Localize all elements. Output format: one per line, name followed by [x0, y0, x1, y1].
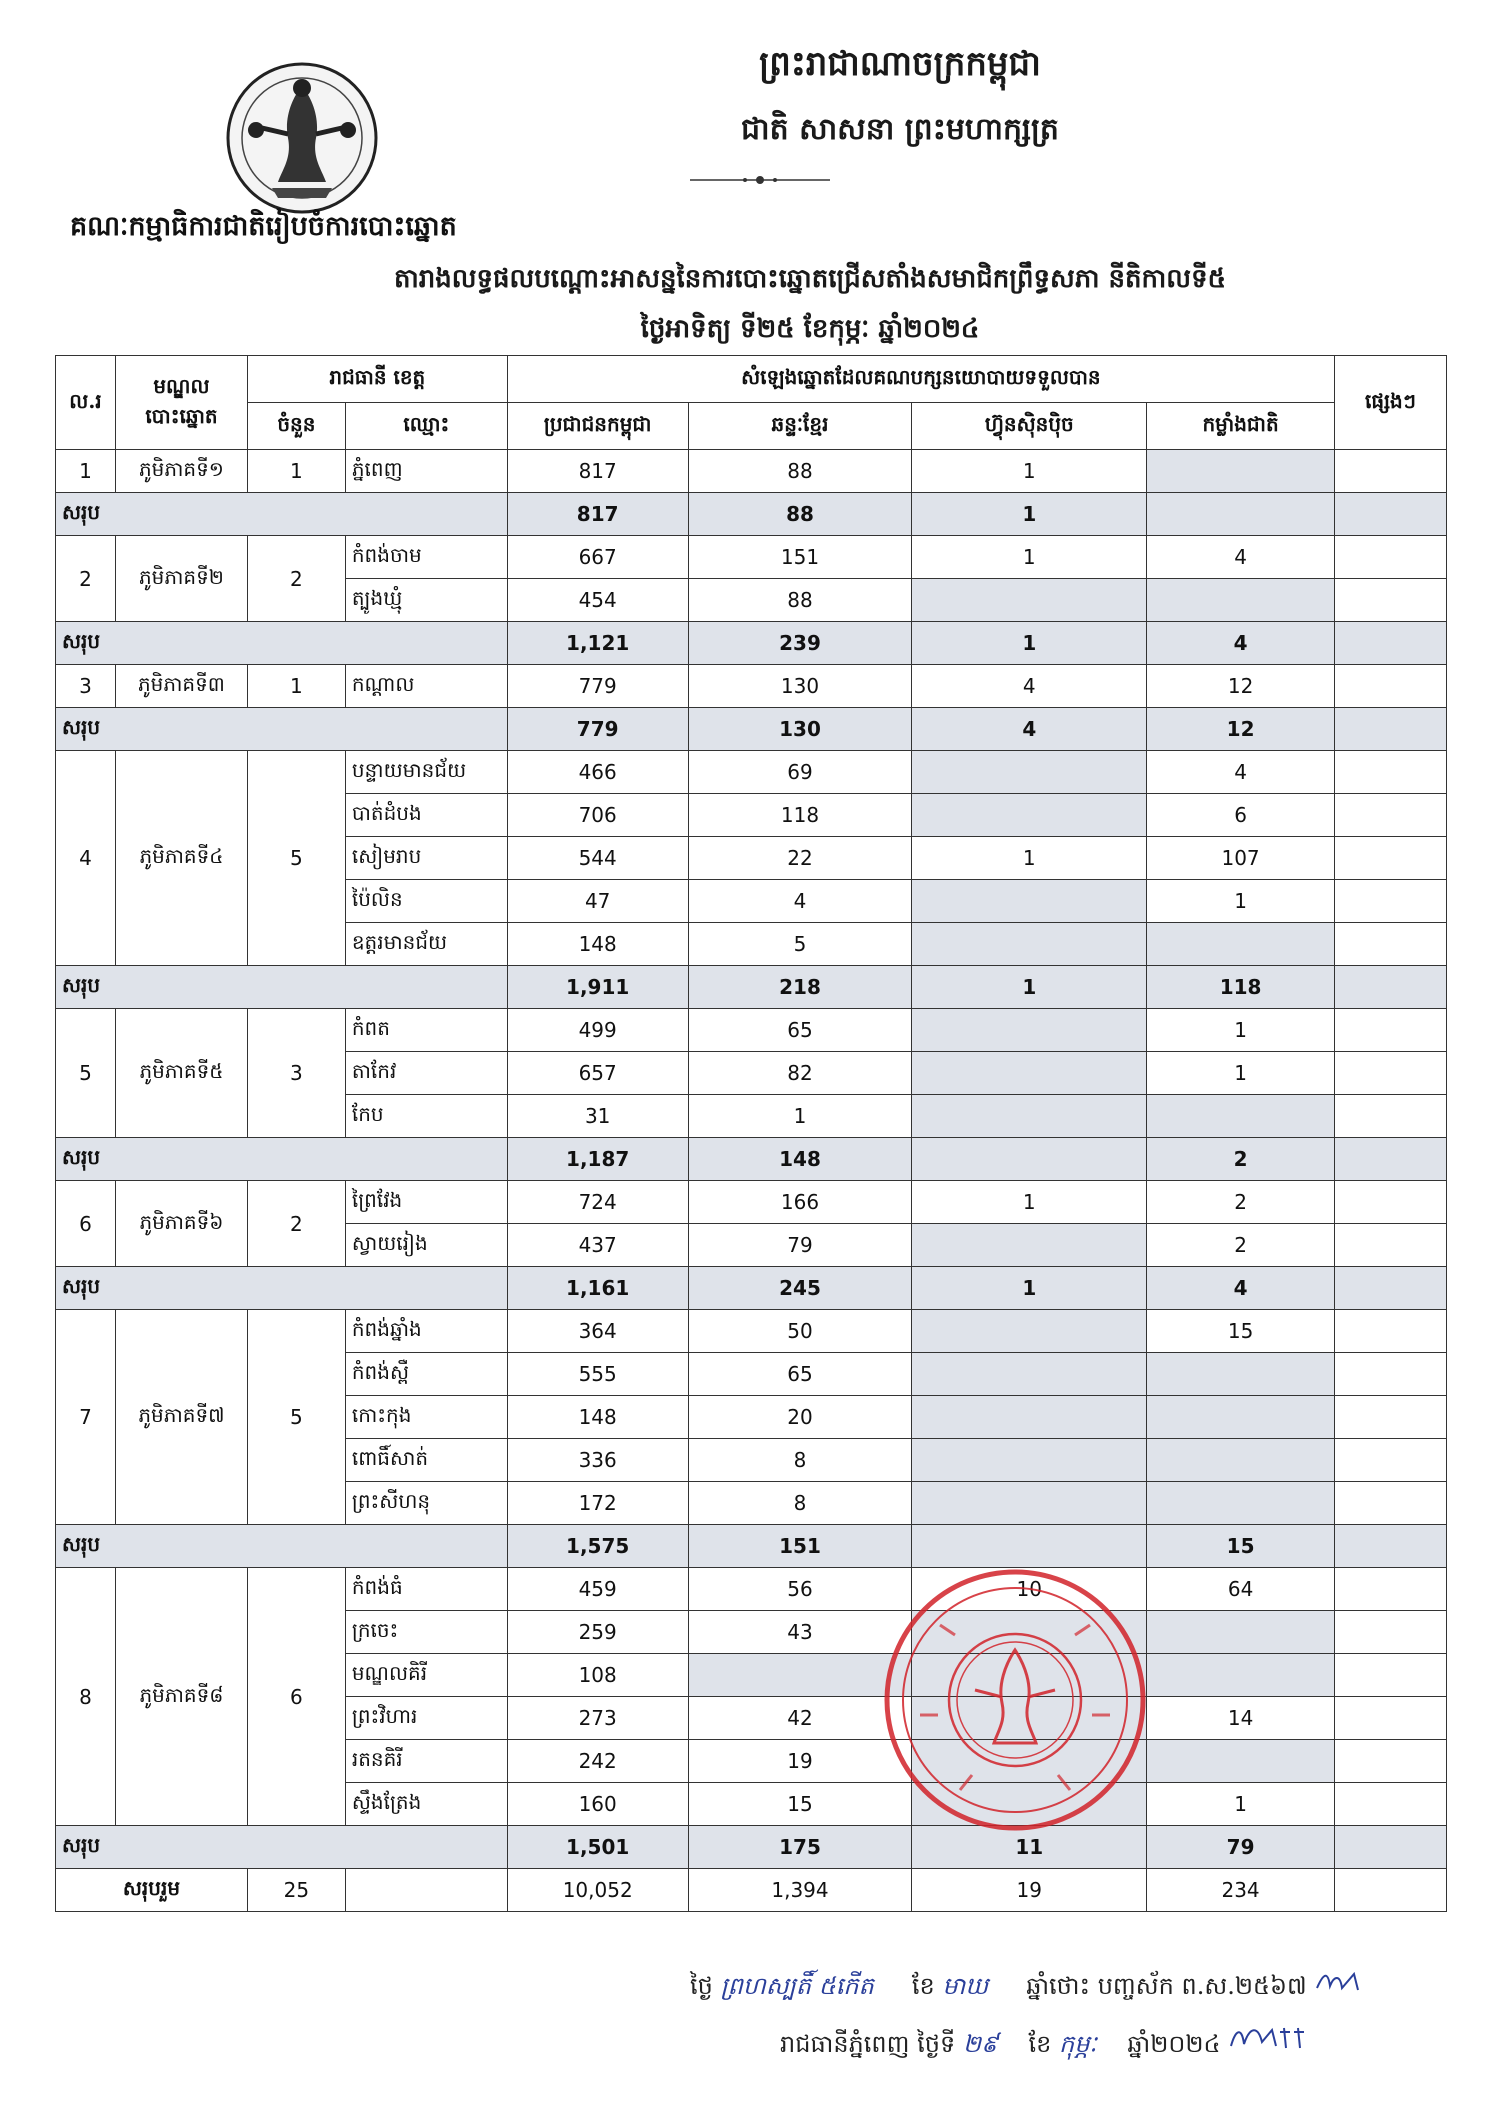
subtotal-kw-cell: 239 — [688, 622, 912, 665]
subtotal-kw-cell: 151 — [688, 1525, 912, 1568]
day-handwritten: ២៩ — [962, 2030, 999, 2058]
khmer-will-votes-cell: 69 — [688, 751, 912, 794]
nation-power-votes-cell: 1 — [1147, 1052, 1335, 1095]
lunar-month-handwritten: មាឃ — [942, 1972, 989, 2000]
province-name-cell: សៀមរាប — [345, 837, 507, 880]
subtotal-other-cell — [1334, 708, 1446, 751]
funcinpec-votes-cell — [912, 1439, 1147, 1482]
subtotal-kw-cell: 88 — [688, 493, 912, 536]
khmer-will-votes-cell: 19 — [688, 1740, 912, 1783]
grand-total-count-cell: 25 — [247, 1869, 345, 1912]
province-name-cell: ព្រៃវែង — [345, 1181, 507, 1224]
subtotal-row — [56, 1525, 1447, 1568]
khmer-will-votes-cell: 56 — [688, 1568, 912, 1611]
subtotal-cpp-cell: 1,911 — [507, 966, 688, 1009]
province-row — [56, 1009, 1447, 1052]
province-name-cell: ប៉ៃលិន — [345, 880, 507, 923]
province-name-cell: កំពង់ឆ្នាំង — [345, 1310, 507, 1353]
subtotal-np-cell: 12 — [1147, 708, 1335, 751]
province-row — [56, 536, 1447, 579]
subtotal-cpp-cell: 1,501 — [507, 1826, 688, 1869]
khmer-will-votes-cell: 65 — [688, 1353, 912, 1396]
kingdom-heading: ព្រះរាជាណាចក្រកម្ពុជា — [759, 44, 1041, 84]
nation-power-votes-cell — [1147, 1740, 1335, 1783]
subtotal-fp-cell — [912, 1138, 1147, 1181]
grand-total-fp-cell: 19 — [912, 1869, 1147, 1912]
other-votes-cell — [1334, 1224, 1446, 1267]
other-votes-cell — [1334, 1052, 1446, 1095]
province-count-cell: 3 — [247, 1009, 345, 1138]
subtotal-np-cell: 2 — [1147, 1138, 1335, 1181]
subtotal-fp-cell — [912, 1525, 1147, 1568]
cpp-votes-cell: 454 — [507, 579, 688, 622]
khmer-will-votes-cell: 88 — [688, 450, 912, 493]
province-count-cell: 1 — [247, 665, 345, 708]
cpp-votes-cell: 336 — [507, 1439, 688, 1482]
cpp-votes-cell: 172 — [507, 1482, 688, 1525]
other-votes-cell — [1334, 1611, 1446, 1654]
nation-power-votes-cell: 2 — [1147, 1224, 1335, 1267]
province-name-cell: ស្ទឹងត្រែង — [345, 1783, 507, 1826]
province-name-cell: ព្រះវិហារ — [345, 1697, 507, 1740]
funcinpec-votes-cell: 1 — [912, 536, 1147, 579]
subtotal-fp-cell: 4 — [912, 708, 1147, 751]
nation-power-votes-cell: 6 — [1147, 794, 1335, 837]
subtotal-label-cell: សរុប — [56, 622, 508, 665]
month-handwritten: កុម្ភៈ — [1059, 2030, 1097, 2058]
year-value: ឆ្នាំ២០២៤ — [1127, 2030, 1221, 2058]
nation-power-votes-cell — [1147, 579, 1335, 622]
zone-name-cell: ភូមិភាគទី៤ — [115, 751, 247, 966]
subtotal-row — [56, 1267, 1447, 1310]
funcinpec-votes-cell — [912, 1353, 1147, 1396]
cpp-votes-cell: 817 — [507, 450, 688, 493]
official-seal-icon — [880, 1565, 1150, 1835]
header-other: ផ្សេងៗ — [1334, 356, 1446, 450]
cpp-votes-cell: 657 — [507, 1052, 688, 1095]
subtotal-other-cell — [1334, 966, 1446, 1009]
khmer-will-votes-cell: 4 — [688, 880, 912, 923]
lunar-day-prefix: ថ្ងៃ — [690, 1972, 713, 2000]
subtotal-np-cell: 118 — [1147, 966, 1335, 1009]
subtotal-cpp-cell: 817 — [507, 493, 688, 536]
funcinpec-votes-cell — [912, 579, 1147, 622]
cpp-votes-cell: 466 — [507, 751, 688, 794]
other-votes-cell — [1334, 1740, 1446, 1783]
table-header-row — [56, 356, 1447, 403]
khmer-will-votes-cell: 8 — [688, 1482, 912, 1525]
province-name-cell: ភ្នំពេញ — [345, 450, 507, 493]
nation-power-votes-cell: 14 — [1147, 1697, 1335, 1740]
nation-power-votes-cell — [1147, 1654, 1335, 1697]
zone-number-cell: 5 — [56, 1009, 116, 1138]
other-votes-cell — [1334, 880, 1446, 923]
subtotal-fp-cell: 1 — [912, 622, 1147, 665]
zone-name-cell: ភូមិភាគទី៥ — [115, 1009, 247, 1138]
province-count-cell: 2 — [247, 536, 345, 622]
other-votes-cell — [1334, 665, 1446, 708]
khmer-will-votes-cell: 118 — [688, 794, 912, 837]
subtotal-np-cell: 15 — [1147, 1525, 1335, 1568]
grand-total-label-cell: សរុបរួម — [56, 1869, 248, 1912]
subtotal-label-cell: សរុប — [56, 1138, 508, 1181]
province-name-cell: បន្ទាយមានជ័យ — [345, 751, 507, 794]
nation-power-votes-cell: 12 — [1147, 665, 1335, 708]
zone-number-cell: 2 — [56, 536, 116, 622]
other-votes-cell — [1334, 450, 1446, 493]
khmer-will-votes-cell: 15 — [688, 1783, 912, 1826]
grand-total-row — [56, 1869, 1447, 1912]
subtotal-label-cell: សរុប — [56, 1267, 508, 1310]
zone-number-cell: 3 — [56, 665, 116, 708]
khmer-will-votes-cell: 8 — [688, 1439, 912, 1482]
funcinpec-votes-cell — [912, 923, 1147, 966]
subtotal-np-cell: 4 — [1147, 1267, 1335, 1310]
khmer-will-votes-cell: 88 — [688, 579, 912, 622]
province-name-cell: កែប — [345, 1095, 507, 1138]
cpp-votes-cell: 724 — [507, 1181, 688, 1224]
signature-icon — [1228, 2022, 1308, 2052]
header-count: ចំនួន — [247, 403, 345, 450]
zone-name-cell: ភូមិភាគទី៣ — [115, 665, 247, 708]
province-count-cell: 5 — [247, 751, 345, 966]
khmer-will-votes-cell: 42 — [688, 1697, 912, 1740]
funcinpec-votes-cell — [912, 1310, 1147, 1353]
other-votes-cell — [1334, 1439, 1446, 1482]
khmer-will-votes-cell: 130 — [688, 665, 912, 708]
cpp-votes-cell: 259 — [507, 1611, 688, 1654]
subtotal-label-cell: សរុប — [56, 708, 508, 751]
grand-total-cpp-cell: 10,052 — [507, 1869, 688, 1912]
document-title: តារាងលទ្ធផលបណ្តោះអាសន្ននៃការបោះឆ្នោតជ្រើសតាំងសមាជិកព្រឹទ្ធសភា នីតិកាលទី៥ — [394, 264, 1226, 294]
province-name-cell: ឧត្តរមានជ័យ — [345, 923, 507, 966]
province-name-cell: បាត់ដំបង — [345, 794, 507, 837]
subtotal-fp-cell: 1 — [912, 966, 1147, 1009]
funcinpec-votes-cell — [912, 1396, 1147, 1439]
funcinpec-votes-cell — [912, 1482, 1147, 1525]
khmer-will-votes-cell: 82 — [688, 1052, 912, 1095]
other-votes-cell — [1334, 1396, 1446, 1439]
subtotal-np-cell: 4 — [1147, 622, 1335, 665]
funcinpec-votes-cell: 4 — [912, 665, 1147, 708]
header-funcinpec: ហ៊្វុនស៊ិនប៉ិច — [912, 403, 1147, 450]
cpp-votes-cell: 499 — [507, 1009, 688, 1052]
grand-total-np-cell: 234 — [1147, 1869, 1335, 1912]
nation-power-votes-cell — [1147, 1439, 1335, 1482]
funcinpec-votes-cell — [912, 794, 1147, 837]
other-votes-cell — [1334, 837, 1446, 880]
month-prefix: ខែ — [1028, 2030, 1052, 2058]
other-votes-cell — [1334, 751, 1446, 794]
province-name-cell: ក្រចេះ — [345, 1611, 507, 1654]
province-name-cell: ពោធិ៍សាត់ — [345, 1439, 507, 1482]
cpp-votes-cell: 108 — [507, 1654, 688, 1697]
results-body — [56, 450, 1447, 1912]
table-subheader-row — [56, 403, 1447, 450]
subtotal-fp-cell: 11 — [912, 1826, 1147, 1869]
province-row — [56, 751, 1447, 794]
zone-number-cell: 1 — [56, 450, 116, 493]
subtotal-label-cell: សរុប — [56, 493, 508, 536]
other-votes-cell — [1334, 1568, 1446, 1611]
province-row — [56, 1181, 1447, 1224]
province-name-cell: កំពង់ស្ពឺ — [345, 1353, 507, 1396]
cpp-votes-cell: 544 — [507, 837, 688, 880]
khmer-will-votes-cell: 166 — [688, 1181, 912, 1224]
khmer-will-votes-cell — [688, 1654, 912, 1697]
province-name-cell: ព្រះសីហនុ — [345, 1482, 507, 1525]
subtotal-row — [56, 708, 1447, 751]
subtotal-other-cell — [1334, 1826, 1446, 1869]
subtotal-cpp-cell: 1,161 — [507, 1267, 688, 1310]
cpp-votes-cell: 242 — [507, 1740, 688, 1783]
province-row — [56, 665, 1447, 708]
header-votes-group: សំឡេងឆ្នោតដែលគណបក្សនយោបាយទទួលបាន — [507, 356, 1334, 403]
khmer-will-votes-cell: 50 — [688, 1310, 912, 1353]
other-votes-cell — [1334, 794, 1446, 837]
cpp-votes-cell: 706 — [507, 794, 688, 837]
funcinpec-votes-cell — [912, 751, 1147, 794]
header-cpp: ប្រជាជនកម្ពុជា — [507, 403, 688, 450]
funcinpec-votes-cell: 1 — [912, 450, 1147, 493]
subtotal-fp-cell: 1 — [912, 493, 1147, 536]
cpp-votes-cell: 459 — [507, 1568, 688, 1611]
cpp-votes-cell: 364 — [507, 1310, 688, 1353]
other-votes-cell — [1334, 1482, 1446, 1525]
nation-power-votes-cell — [1147, 1353, 1335, 1396]
other-votes-cell — [1334, 579, 1446, 622]
nation-power-votes-cell: 64 — [1147, 1568, 1335, 1611]
subtotal-row — [56, 622, 1447, 665]
province-name-cell: កោះកុង — [345, 1396, 507, 1439]
nation-power-votes-cell: 15 — [1147, 1310, 1335, 1353]
funcinpec-votes-cell — [912, 1052, 1147, 1095]
motto-heading: ជាតិ សាសនា ព្រះមហាក្សត្រ — [741, 112, 1059, 147]
nation-power-votes-cell — [1147, 923, 1335, 966]
zone-name-cell: ភូមិភាគទី៧ — [115, 1310, 247, 1525]
province-row — [56, 1310, 1447, 1353]
khmer-will-votes-cell: 1 — [688, 1095, 912, 1138]
province-row — [56, 450, 1447, 493]
nation-power-votes-cell: 1 — [1147, 1783, 1335, 1826]
zone-name-cell: ភូមិភាគទី១ — [115, 450, 247, 493]
subtotal-cpp-cell: 1,575 — [507, 1525, 688, 1568]
subtotal-other-cell — [1334, 1138, 1446, 1181]
subtotal-kw-cell: 148 — [688, 1138, 912, 1181]
zone-number-cell: 7 — [56, 1310, 116, 1525]
khmer-will-votes-cell: 5 — [688, 923, 912, 966]
subtotal-cpp-cell: 1,187 — [507, 1138, 688, 1181]
header-zone-line1: មណ្ឌល — [153, 373, 210, 398]
province-count-cell: 1 — [247, 450, 345, 493]
other-votes-cell — [1334, 1783, 1446, 1826]
subtotal-row — [56, 1138, 1447, 1181]
header-no: ល.រ — [56, 356, 116, 450]
nation-power-votes-cell: 1 — [1147, 1009, 1335, 1052]
lunar-month-prefix: ខែ — [911, 1972, 935, 2000]
zone-number-cell: 8 — [56, 1568, 116, 1826]
cpp-votes-cell: 47 — [507, 880, 688, 923]
other-votes-cell — [1334, 1697, 1446, 1740]
province-count-cell: 6 — [247, 1568, 345, 1826]
funcinpec-votes-cell — [912, 1009, 1147, 1052]
subtotal-other-cell — [1334, 493, 1446, 536]
funcinpec-votes-cell — [912, 880, 1147, 923]
funcinpec-votes-cell: 10 — [912, 1568, 1147, 1611]
nation-power-votes-cell — [1147, 1095, 1335, 1138]
province-name-cell: រតនគិរី — [345, 1740, 507, 1783]
funcinpec-votes-cell: 1 — [912, 837, 1147, 880]
province-name-cell: កំពត — [345, 1009, 507, 1052]
subtotal-label-cell: សរុប — [56, 1525, 508, 1568]
subtotal-kw-cell: 218 — [688, 966, 912, 1009]
subtotal-np-cell: 79 — [1147, 1826, 1335, 1869]
subtotal-row — [56, 493, 1447, 536]
other-votes-cell — [1334, 923, 1446, 966]
subtotal-other-cell — [1334, 1525, 1446, 1568]
subtotal-np-cell — [1147, 493, 1335, 536]
province-name-cell: មណ្ឌលគិរី — [345, 1654, 507, 1697]
subtotal-kw-cell: 175 — [688, 1826, 912, 1869]
province-name-cell: កំពង់ធំ — [345, 1568, 507, 1611]
lunar-date-line — [690, 1968, 1364, 2006]
cpp-votes-cell: 148 — [507, 1396, 688, 1439]
cpp-votes-cell: 273 — [507, 1697, 688, 1740]
place-prefix: រាជធានីភ្នំពេញ ថ្ងៃទី — [780, 2030, 956, 2058]
funcinpec-votes-cell — [912, 1095, 1147, 1138]
khmer-will-votes-cell: 65 — [688, 1009, 912, 1052]
header-province-group: រាជធានី ខេត្ត — [247, 356, 507, 403]
subtotal-row — [56, 1826, 1447, 1869]
grand-total-kw-cell: 1,394 — [688, 1869, 912, 1912]
lunar-year: ឆ្នាំថោះ បញ្ចស័ក ព.ស.២៥៦៧ — [1026, 1972, 1307, 2000]
nation-power-votes-cell — [1147, 1396, 1335, 1439]
khmer-will-votes-cell: 22 — [688, 837, 912, 880]
cpp-votes-cell: 555 — [507, 1353, 688, 1396]
nation-power-votes-cell: 4 — [1147, 751, 1335, 794]
province-name-cell: ត្បូងឃ្មុំ — [345, 579, 507, 622]
place-date-line — [780, 2022, 1308, 2064]
zone-number-cell: 6 — [56, 1181, 116, 1267]
zone-name-cell: ភូមិភាគទី២ — [115, 536, 247, 622]
subtotal-label-cell: សរុប — [56, 1826, 508, 1869]
subtotal-cpp-cell: 1,121 — [507, 622, 688, 665]
funcinpec-votes-cell: 1 — [912, 1181, 1147, 1224]
nation-power-votes-cell: 4 — [1147, 536, 1335, 579]
khmer-will-votes-cell: 79 — [688, 1224, 912, 1267]
province-name-cell: កំពង់ចាម — [345, 536, 507, 579]
nation-power-votes-cell: 1 — [1147, 880, 1335, 923]
province-name-cell: កណ្ដាល — [345, 665, 507, 708]
lunar-day-handwritten: ព្រហស្បតិ៍ ៥កេីត — [720, 1972, 874, 2000]
nation-power-votes-cell — [1147, 450, 1335, 493]
subtotal-fp-cell: 1 — [912, 1267, 1147, 1310]
khmer-will-votes-cell: 151 — [688, 536, 912, 579]
subtotal-cpp-cell: 779 — [507, 708, 688, 751]
nation-power-votes-cell: 107 — [1147, 837, 1335, 880]
province-name-cell: តាកែវ — [345, 1052, 507, 1095]
subtotal-other-cell — [1334, 1267, 1446, 1310]
subtotal-row — [56, 966, 1447, 1009]
khmer-will-votes-cell: 43 — [688, 1611, 912, 1654]
header-name: ឈ្មោះ — [345, 403, 507, 450]
other-votes-cell — [1334, 1353, 1446, 1396]
other-votes-cell — [1334, 1095, 1446, 1138]
header-nation-power: កម្លាំងជាតិ — [1147, 403, 1335, 450]
ornament-divider-icon — [690, 174, 830, 186]
nation-power-votes-cell: 2 — [1147, 1181, 1335, 1224]
header-zone — [115, 356, 247, 450]
header-khmer-will: ឆន្ទៈខ្មែរ — [688, 403, 912, 450]
subtotal-other-cell — [1334, 622, 1446, 665]
other-votes-cell — [1334, 1310, 1446, 1353]
committee-name: គណៈកម្មាធិការជាតិរៀបចំការបោះឆ្នោត — [70, 211, 457, 242]
other-votes-cell — [1334, 1654, 1446, 1697]
zone-number-cell: 4 — [56, 751, 116, 966]
document-date: ថ្ងៃអាទិត្យ ទី២៥ ខែកុម្ភៈ ឆ្នាំ២០២៤ — [640, 314, 980, 344]
province-count-cell: 2 — [247, 1181, 345, 1267]
province-count-cell: 5 — [247, 1310, 345, 1525]
cpp-votes-cell: 148 — [507, 923, 688, 966]
nation-power-votes-cell — [1147, 1611, 1335, 1654]
cpp-votes-cell: 437 — [507, 1224, 688, 1267]
grand-total-blank-cell — [345, 1869, 507, 1912]
subtotal-label-cell: សរុប — [56, 966, 508, 1009]
subtotal-kw-cell: 130 — [688, 708, 912, 751]
nation-power-votes-cell — [1147, 1482, 1335, 1525]
other-votes-cell — [1334, 1009, 1446, 1052]
zone-name-cell: ភូមិភាគទី៨ — [115, 1568, 247, 1826]
initials-signature-icon — [1314, 1968, 1364, 1994]
subtotal-kw-cell: 245 — [688, 1267, 912, 1310]
province-row — [56, 1568, 1447, 1611]
grand-total-other-cell — [1334, 1869, 1446, 1912]
cpp-votes-cell: 779 — [507, 665, 688, 708]
other-votes-cell — [1334, 1181, 1446, 1224]
khmer-will-votes-cell: 20 — [688, 1396, 912, 1439]
cpp-votes-cell: 667 — [507, 536, 688, 579]
province-name-cell: ស្វាយរៀង — [345, 1224, 507, 1267]
funcinpec-votes-cell — [912, 1224, 1147, 1267]
header-zone-line2: បោះឆ្នោត — [145, 403, 218, 428]
zone-name-cell: ភូមិភាគទី៦ — [115, 1181, 247, 1267]
results-table — [55, 355, 1447, 1912]
cpp-votes-cell: 31 — [507, 1095, 688, 1138]
other-votes-cell — [1334, 536, 1446, 579]
cpp-votes-cell: 160 — [507, 1783, 688, 1826]
